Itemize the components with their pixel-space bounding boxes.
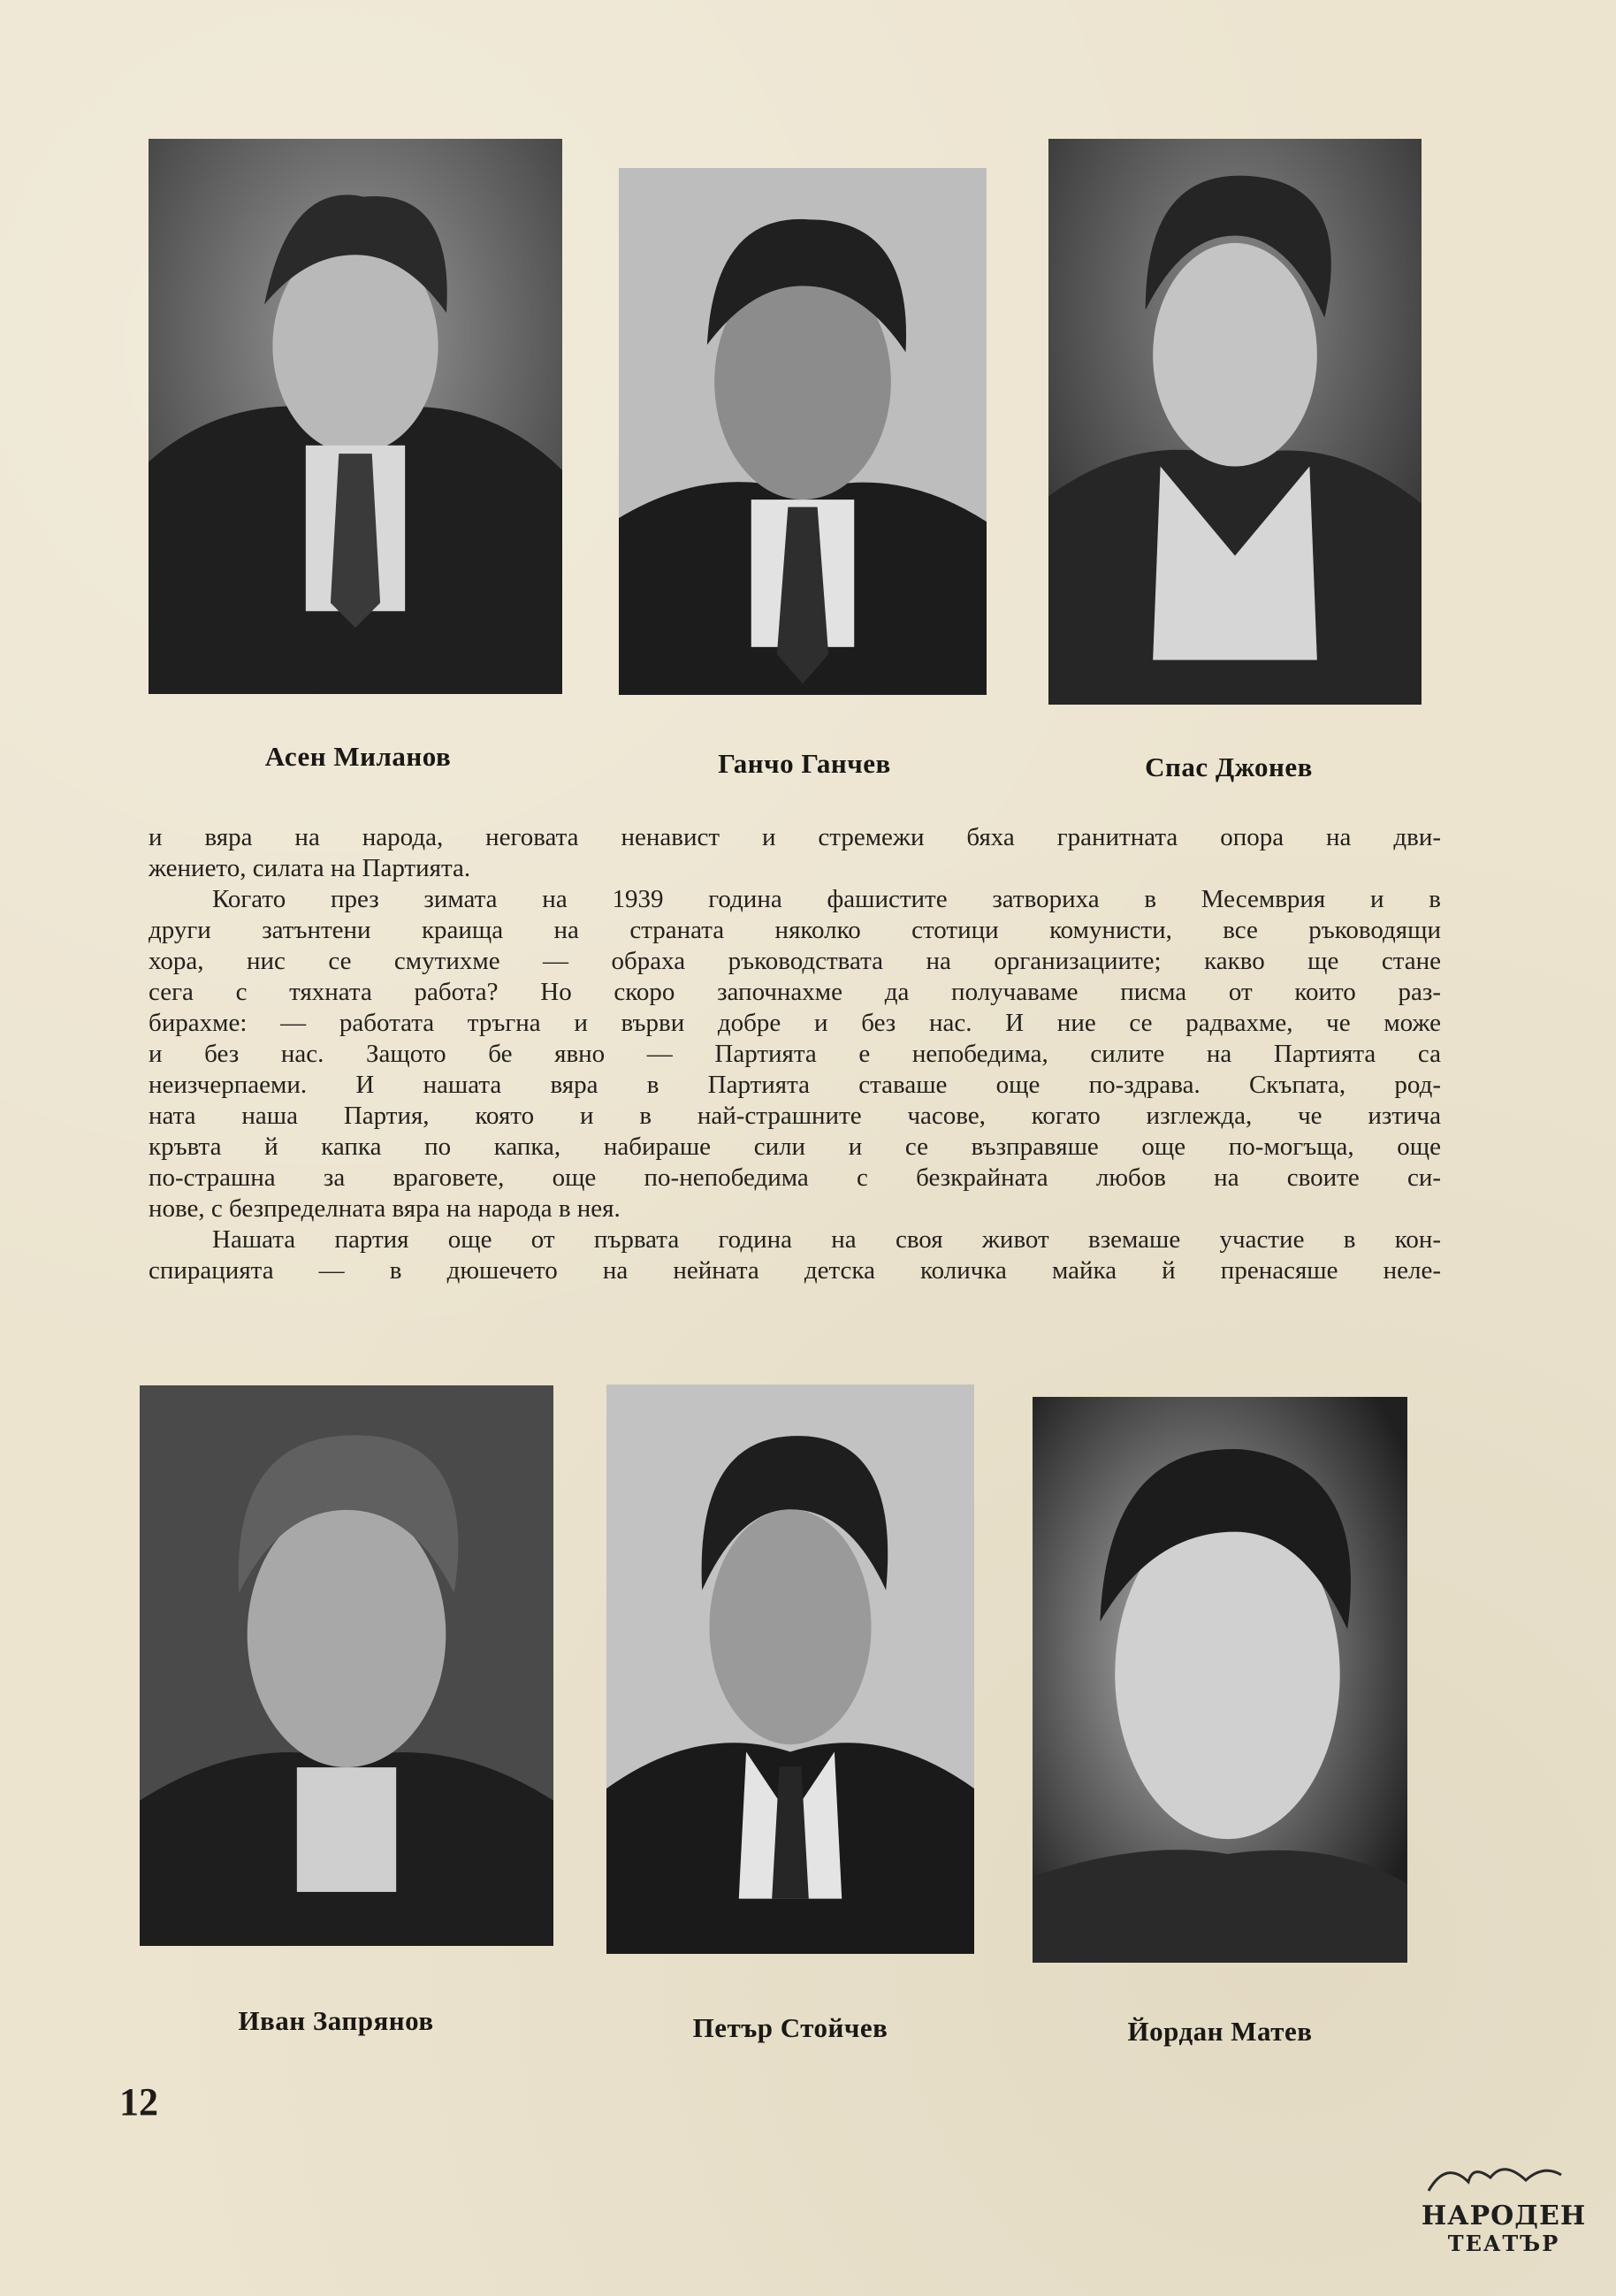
portrait-caption-asen-milanov: Асен Миланов xyxy=(264,741,452,772)
portrait-photo-ivan-zapryanov xyxy=(140,1385,553,1946)
body-line: спирацията — в дюшечето на нейната детска количка майка й пренасяше неле- xyxy=(149,1256,1441,1285)
page-number: 12 xyxy=(119,2080,158,2124)
body-line: нове, с безпределната вяра на народа в нея. xyxy=(149,1194,621,1223)
portrait-caption-ivan-zapryanov: Иван Запрянов xyxy=(238,2005,434,2036)
portrait-caption-yordan-matev: Йордан Матев xyxy=(1127,2016,1313,2047)
body-line: неизчерпаеми. И нашата вяра в Партията ставаше още по-здрава. Скъпата, род- xyxy=(149,1071,1441,1099)
body-line: и без нас. Защото бе явно — Партията е непобедима, силите на Партията са xyxy=(149,1040,1441,1068)
body-line: по-страшна за враговете, още по-непобедима с безкрайната любов на своите си- xyxy=(149,1163,1441,1192)
body-line: кръвта й капка по капка, набираше сили и се възправяше още по-могъща, още xyxy=(149,1133,1441,1161)
article-body xyxy=(149,822,1441,1286)
body-line: Когато през зимата на 1939 година фашистите затвориха в Месемврия и в xyxy=(212,885,1441,913)
portrait-caption-gancho-ganchev: Ганчо Ганчев xyxy=(718,748,891,779)
body-line: други затънтени краища на страната няколко стотици комунисти, все ръководящи xyxy=(149,916,1441,944)
body-line: хора, нис се смутихме — обраха ръководствата на организациите; какво ще стане xyxy=(149,947,1441,975)
svg-text:НАРОДЕН: НАРОДЕН xyxy=(1421,2201,1587,2231)
portrait-photo-asen-milanov xyxy=(149,139,562,694)
body-line: ната наша Партия, която и в най-страшните часове, когато изглежда, че изтича xyxy=(149,1102,1441,1130)
body-line: сега с тяхната работа? Но скоро започнахме да получаваме писма от които раз- xyxy=(149,978,1441,1006)
portrait-caption-spas-dzhonev: Спас Джонев xyxy=(1145,751,1313,782)
portrait-caption-petar-stoychev: Петър Стойчев xyxy=(692,2012,888,2043)
portrait-photo-gancho-ganchev xyxy=(619,168,987,695)
body-line: жението, силата на Партията. xyxy=(149,854,471,882)
svg-text:ТЕАТЪР: ТЕАТЪР xyxy=(1447,2231,1560,2256)
portrait-photo-petar-stoychev xyxy=(606,1384,974,1954)
body-line: и вяра на народа, неговата ненавист и стремежи бяха гранитната опора на дви- xyxy=(149,823,1441,851)
national-theatre-logo xyxy=(1420,2155,1588,2262)
body-line: Нашата партия още от първата година на своя живот вземаше участие в кон- xyxy=(212,1225,1441,1254)
portrait-photo-yordan-matev xyxy=(1033,1397,1407,1963)
body-line: бирахме: — работата тръгна и върви добре и без нас. И ние се радвахме, че може xyxy=(149,1009,1441,1037)
portrait-photo-spas-dzhonev xyxy=(1048,139,1422,705)
